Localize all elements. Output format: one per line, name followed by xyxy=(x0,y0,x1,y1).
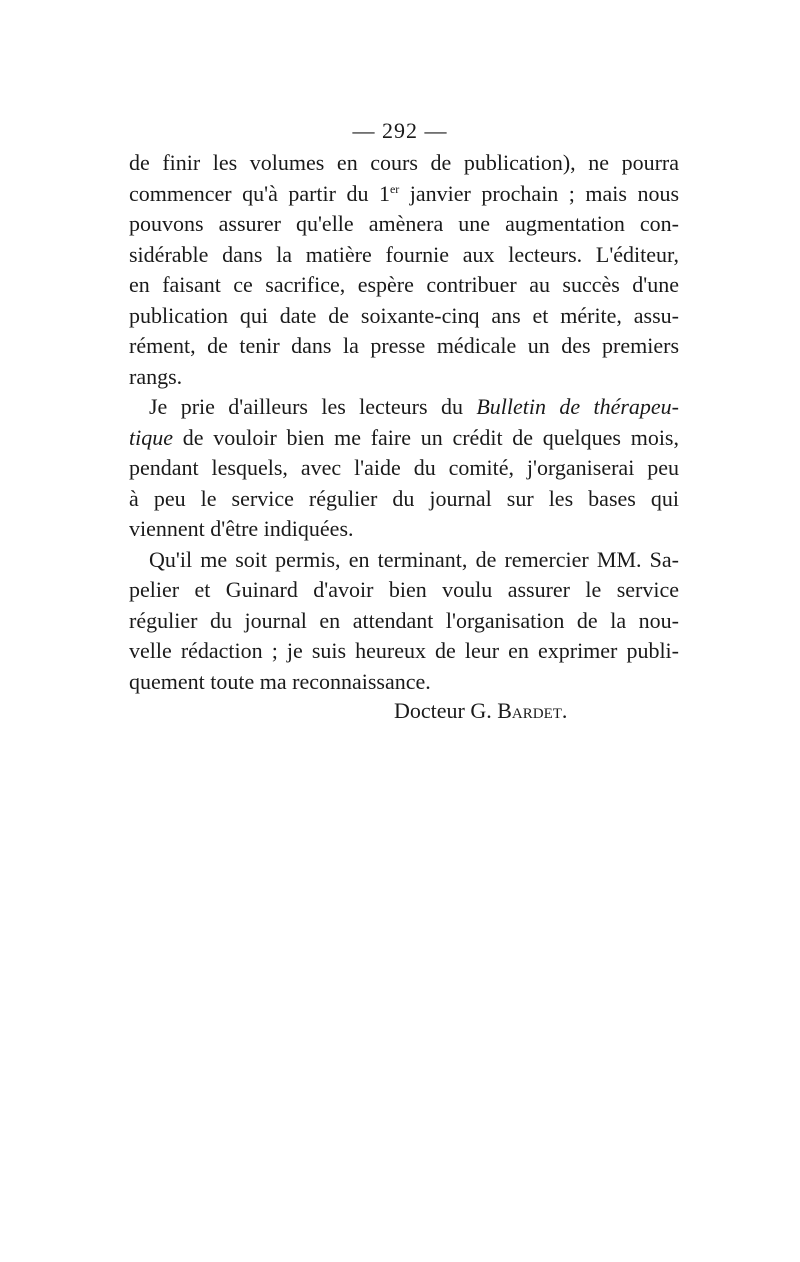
text-line: pouvons assurer qu'elle amènera une augmentation con- xyxy=(129,211,679,236)
signature-prefix: Docteur G. xyxy=(394,698,498,723)
text-line xyxy=(129,179,679,210)
text-line: rément, de tenir dans la presse médicale un des premiers xyxy=(129,333,679,358)
text-line: pelier et Guinard d'avoir bien voulu assurer le service xyxy=(129,577,679,602)
text-line: Qu'il me soit permis, en terminant, de remercier MM. Sa- xyxy=(149,546,679,572)
text-line: velle rédaction ; je suis heureux de leur en exprimer publi- xyxy=(129,638,679,663)
text-segment: de vouloir bien me faire un crédit de quelques mois, xyxy=(173,424,679,450)
text-line xyxy=(129,423,679,454)
text-segment: Je prie d'ailleurs les lecteurs du xyxy=(149,394,477,419)
body-text xyxy=(129,148,679,697)
text-line: régulier du journal en attendant l'organisation de la nou- xyxy=(129,607,679,633)
journal-title: Bulletin de thérapeu- xyxy=(476,394,679,419)
text-segment: commencer qu'à partir du 1 xyxy=(129,180,390,206)
text-segment: janvier prochain ; mais nous xyxy=(399,180,680,206)
text-line: rangs. xyxy=(129,363,183,389)
text-line: en faisant ce sacrifice, espère contribuer au succès d'une xyxy=(129,272,679,297)
text-line: de finir les volumes en cours de publication), ne pourra xyxy=(129,150,679,175)
journal-title: tique xyxy=(129,424,173,450)
signature xyxy=(394,698,567,724)
text-line: viennent d'être indiquées. xyxy=(129,516,354,541)
text-line xyxy=(129,392,679,423)
text-line: pendant lesquels, avec l'aide du comité, j'organiserai peu xyxy=(129,455,679,480)
text-line: quement toute ma reconnaissance. xyxy=(129,668,431,694)
text-line: publication qui date de soixante-cinq ans et mérite, assu- xyxy=(129,302,679,328)
text-line: sidérable dans la matière fournie aux lecteurs. L'éditeur, xyxy=(129,241,679,267)
page-number: — 292 — xyxy=(352,118,448,143)
text-line: à peu le service régulier du journal sur les bases qui xyxy=(129,485,679,511)
superscript: er xyxy=(389,181,400,196)
signature-name: Bardet. xyxy=(497,698,568,723)
